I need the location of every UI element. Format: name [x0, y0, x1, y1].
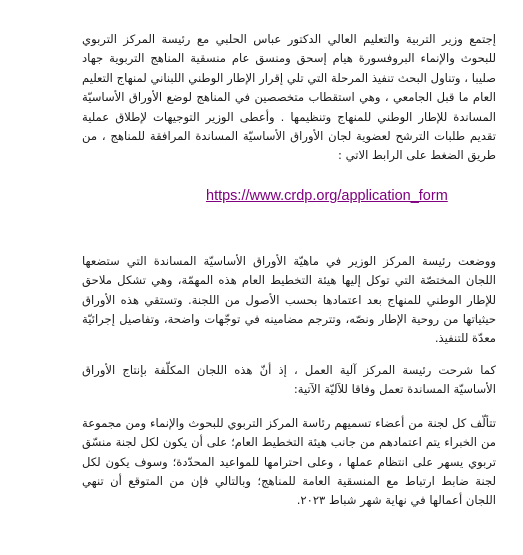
document-body — [82, 30, 496, 511]
paragraph-mechanism-intro: كما شرحت رئيسة المركز آلية العمل ، إذ أنّ هذه اللجان المكلّفة بإنتاج الأوراق الأساسيّة المساندة تعمل وفاقا للآليّة الآتية: — [82, 362, 496, 397]
paragraph-committee-composition: تتألّف كل لجنة من أعضاء تسميهم رئاسة المركز التربوي للبحوث والإنماء ومن مجموعة من الخبراء يتم اعتمادهم من جانب هيئة التخطيط العام؛ على أن يكون لكل لجنة منسّق تربوي يسهر على انتظام عملها ، وعلى احترامها للمواعيد المحدّدة؛ وسوف يكون لكل لجنة ضابط ارتباط مع المنسقية العامة للمناهج؛ وبالتالي فإن من المتوقع أن تنهي اللجان أعمالها في نهاية شهر شباط ٢٠٢٣. — [82, 415, 496, 508]
application-form-link[interactable]: https://www.crdp.org/application_form — [206, 187, 448, 204]
paragraph-meeting: إجتمع وزير التربية والتعليم العالي الدكتور عباس الحلبي مع رئيسة المركز التربوي للبحوث والإنماء البروفسورة هيام إسحق ومنسق عام منسقية المناهج التربوية جهاد صليبا ، وتناول البحث تنفيذ المرحلة التي تلي إقرار الإطار الوطني اللبناني لمنهاج التعليم العام ما قبل الجامعي ، وهي استقطاب متخصصين في المناهج لوضع الأوراق الأساسيّة المساندة للإطار الوطني للمنهاج وتنظيمها . وأعطى الوزير التوجيهات لإطلاق عملية تقديم طلبات الترشح لعضوية لجان الأوراق الأساسيّة المساندة المرافقة للمناهج ، من طريق الضغط على الرابط الاتي : — [82, 32, 496, 163]
link-row — [206, 186, 496, 206]
paragraph-supporting-papers: ووضعت رئيسة المركز الوزير في ماهيّة الأوراق الأساسيّة المساندة التي ستضعها اللجان المختصّة التي توكل إليها هيئة التخطيط العام هذه المهمّة، وهي تشكل ملاحق للإطار الوطني للمنهاج بعد اعتمادها بحسب الأصول من اللجنة. وتستقي هذه الأوراق حيثياتها من روحية الإطار ونصّه، وتترجم مضامينه في توجّهات واضحة، وتفاصيل إجرائيّة معدّة للتنفيذ. — [82, 253, 496, 346]
